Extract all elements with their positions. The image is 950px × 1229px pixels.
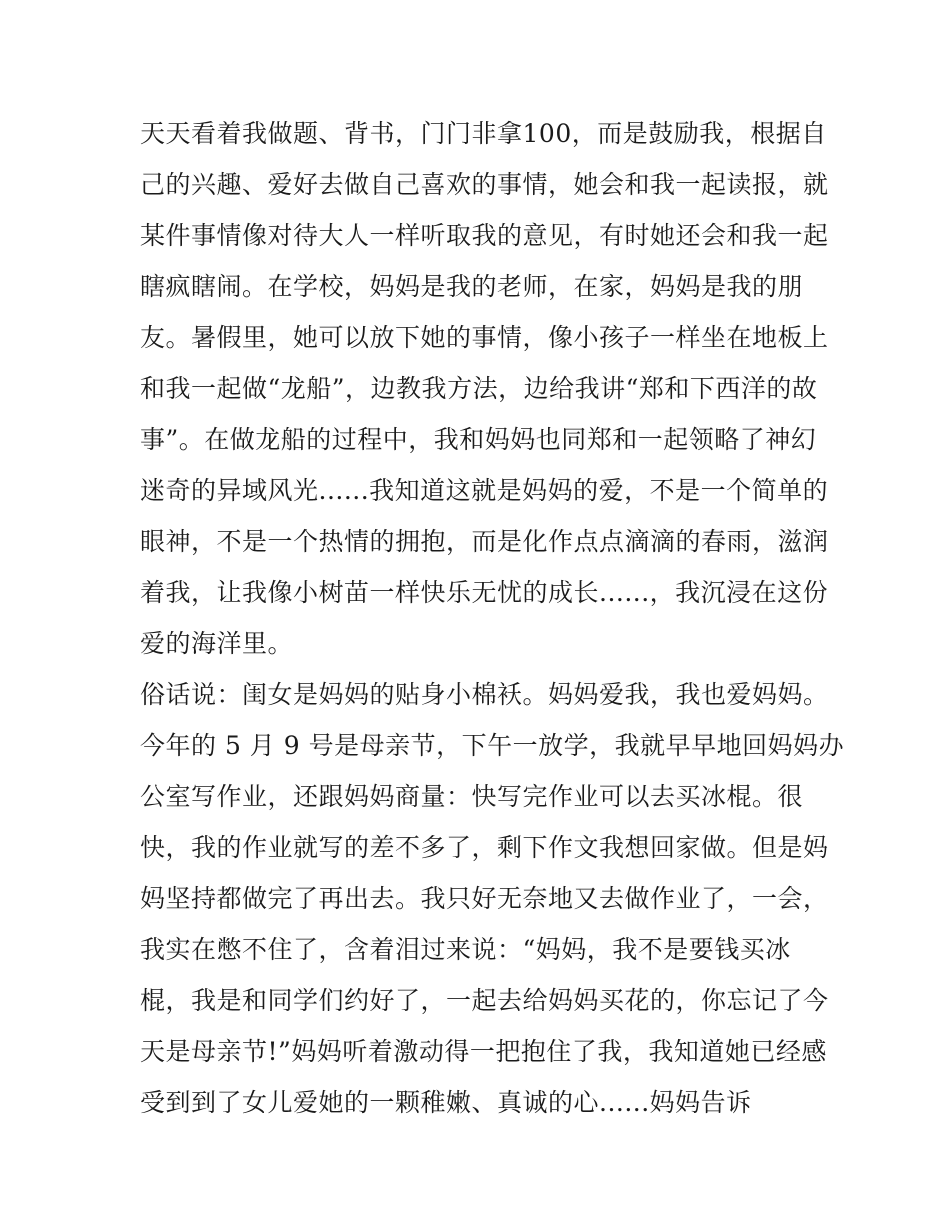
text-line: 眼神，不是一个热情的拥抱，而是化作点点滴滴的春雨，滋润 [140,527,829,556]
text-line: 爱的海洋里。 [140,629,294,658]
text-line: 天是母亲节!”妈妈听着激动得一把抱住了我，我知道她已经感 [140,1037,827,1066]
text-line: 天天看着我做题、背书，门门非拿100，而是鼓励我，根据自 [140,119,827,148]
text-line: 妈坚持都做完了再出去。我只好无奈地又去做作业了，一会， [140,884,829,913]
text-line: 迷奇的异域风光......我知道这就是妈妈的爱，不是一个简单的 [140,476,829,505]
text-line: 着我，让我像小树苗一样快乐无忧的成长......，我沉浸在这份 [140,578,829,607]
text-line: 棍，我是和同学们约好了，一起去给妈妈买花的，你忘记了今 [140,986,829,1015]
text-line: 和我一起做“龙船”，边教我方法，边给我讲“郑和下西洋的故 [140,374,818,403]
text-line: 友。暑假里，她可以放下她的事情，像小孩子一样坐在地板上 [140,323,829,352]
text-line: 快，我的作业就写的差不多了，剩下作文我想回家做。但是妈 [140,833,829,862]
paragraph-2 [140,669,845,1128]
paragraph-1 [140,108,829,669]
document-body [140,108,845,1128]
text-line: 俗话说：闺女是妈妈的贴身小棉袄。妈妈爱我，我也爱妈妈。 [140,680,829,709]
text-line: 公室写作业，还跟妈妈商量：快写完作业可以去买冰棍。很 [140,782,804,811]
text-line: 事”。在做龙船的过程中，我和妈妈也同郑和一起领略了神幻 [140,425,817,454]
text-line: 瞎疯瞎闹。在学校，妈妈是我的老师，在家，妈妈是我的朋 [140,272,804,301]
text-line: 受到到了女儿爱她的一颗稚嫩、真诚的心......妈妈告诉 [140,1088,752,1117]
text-line: 己的兴趣、爱好去做自己喜欢的事情，她会和我一起读报，就 [140,170,829,199]
text-line: 今年的 5 月 9 号是母亲节，下午一放学，我就早早地回妈妈办 [140,731,845,760]
text-line: 我实在憋不住了，含着泪过来说：“妈妈，我不是要钱买冰 [140,935,791,964]
text-line: 某件事情像对待大人一样听取我的意见，有时她还会和我一起 [140,221,829,250]
